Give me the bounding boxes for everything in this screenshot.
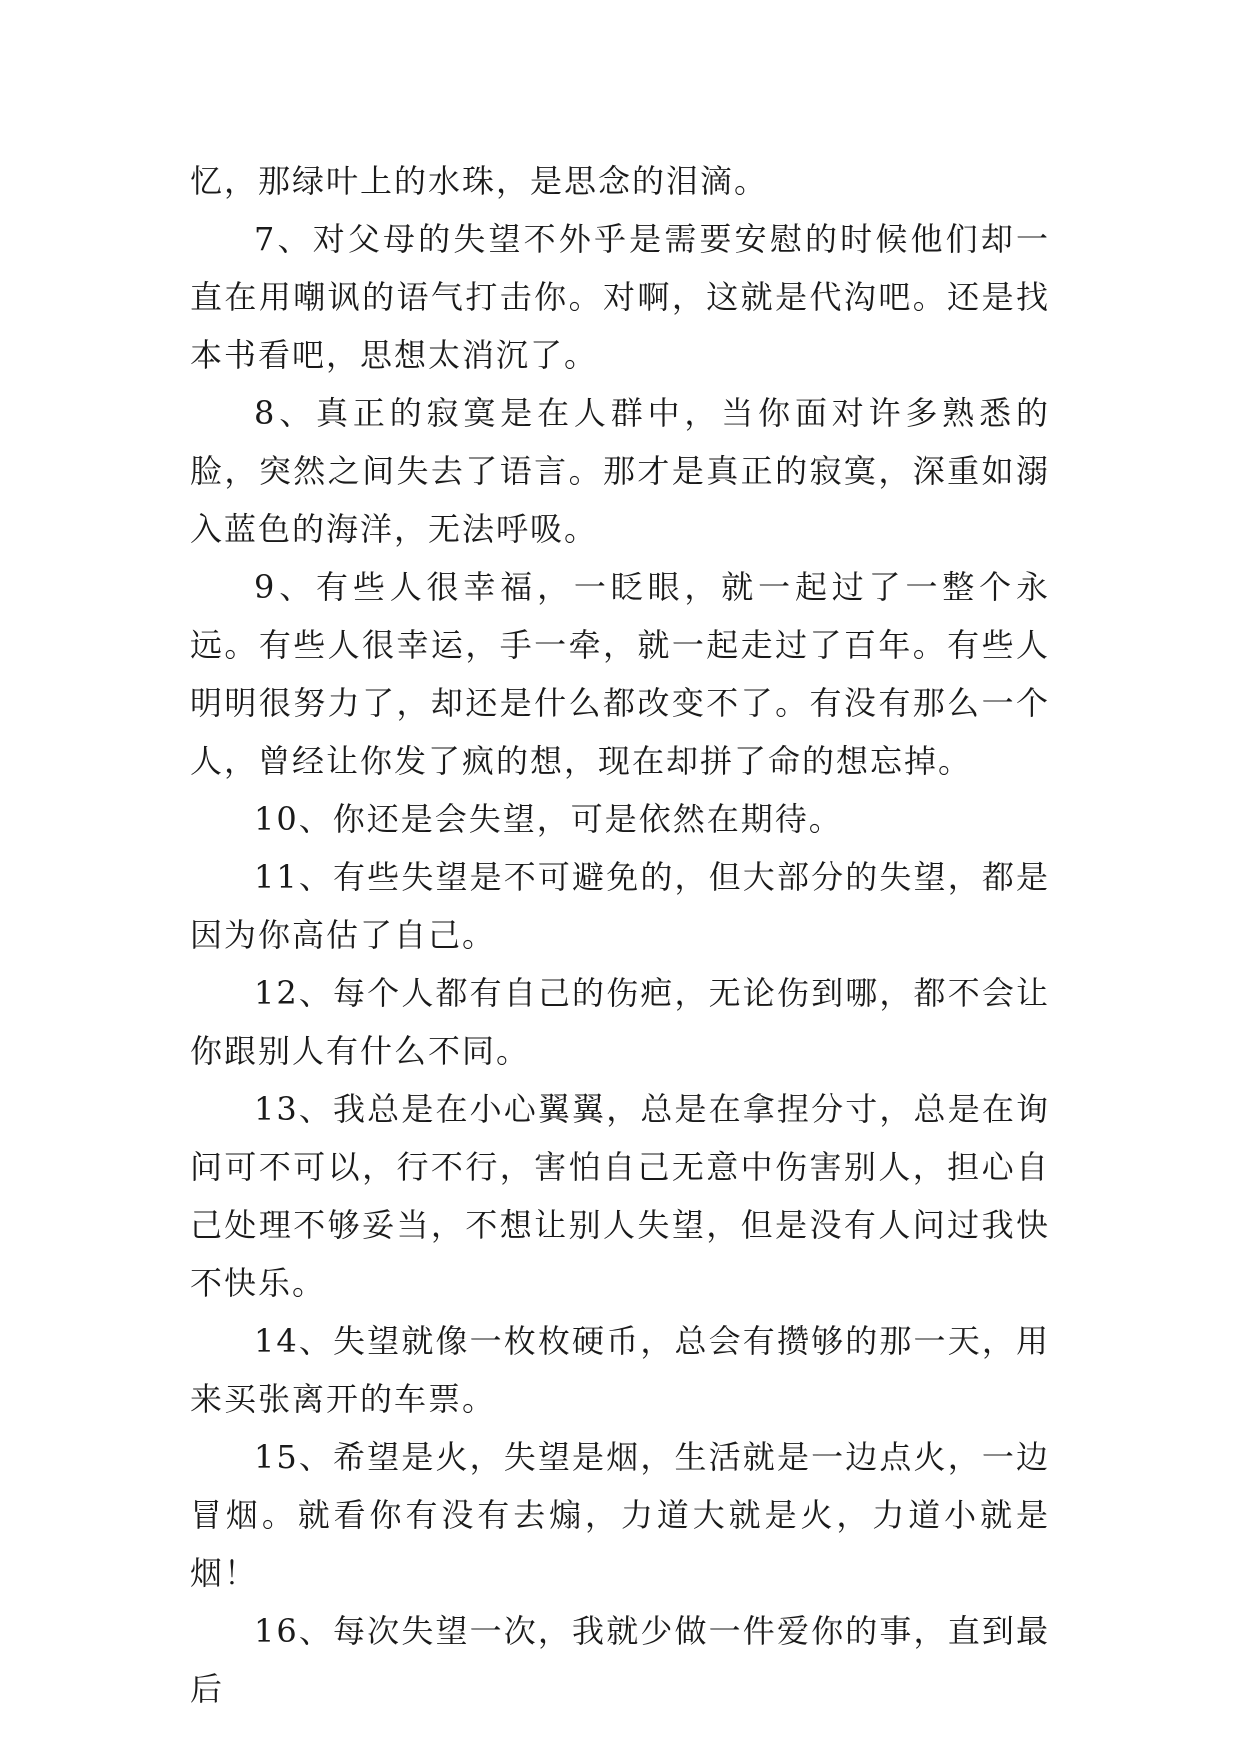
paragraph-11: 11、有些失望是不可避免的，但大部分的失望，都是因为你高估了自己。 (190, 858, 1050, 954)
paragraph-12: 12、每个人都有自己的伤疤，无论伤到哪，都不会让你跟别人有什么不同。 (190, 974, 1050, 1070)
paragraph-7: 7、对父母的失望不外乎是需要安慰的时候他们却一直在用嘲讽的语气打击你。对啊，这就是代沟吧。还是找本书看吧，思想太消沉了。 (190, 220, 1050, 374)
paragraph-continuation: 忆，那绿叶上的水珠，是思念的泪滴。 (190, 162, 769, 200)
paragraph-16: 16、每次失望一次，我就少做一件爱你的事，直到最后 (190, 1612, 1050, 1708)
paragraph-10: 10、你还是会失望，可是依然在期待。 (254, 800, 843, 838)
document-body (190, 152, 1050, 1718)
paragraph-9: 9、有些人很幸福，一眨眼，就一起过了一整个永远。有些人很幸运，手一牵，就一起走过了百年。有些人明明很努力了，却还是什么都改变不了。有没有那么一个人，曾经让你发了疯的想，现在却拼了命的想忘掉。 (190, 568, 1050, 780)
paragraph-13: 13、我总是在小心翼翼，总是在拿捏分寸，总是在询问可不可以，行不行，害怕自己无意中伤害别人，担心自己处理不够妥当，不想让别人失望，但是没有人问过我快不快乐。 (190, 1090, 1050, 1302)
paragraph-14: 14、失望就像一枚枚硬币，总会有攒够的那一天，用来买张离开的车票。 (190, 1322, 1050, 1418)
paragraph-15: 15、希望是火，失望是烟，生活就是一边点火，一边冒烟。就看你有没有去煽，力道大就是火，力道小就是烟！ (190, 1438, 1050, 1592)
paragraph-8: 8、真正的寂寞是在人群中，当你面对许多熟悉的脸，突然之间失去了语言。那才是真正的寂寞，深重如溺入蓝色的海洋，无法呼吸。 (190, 394, 1050, 548)
